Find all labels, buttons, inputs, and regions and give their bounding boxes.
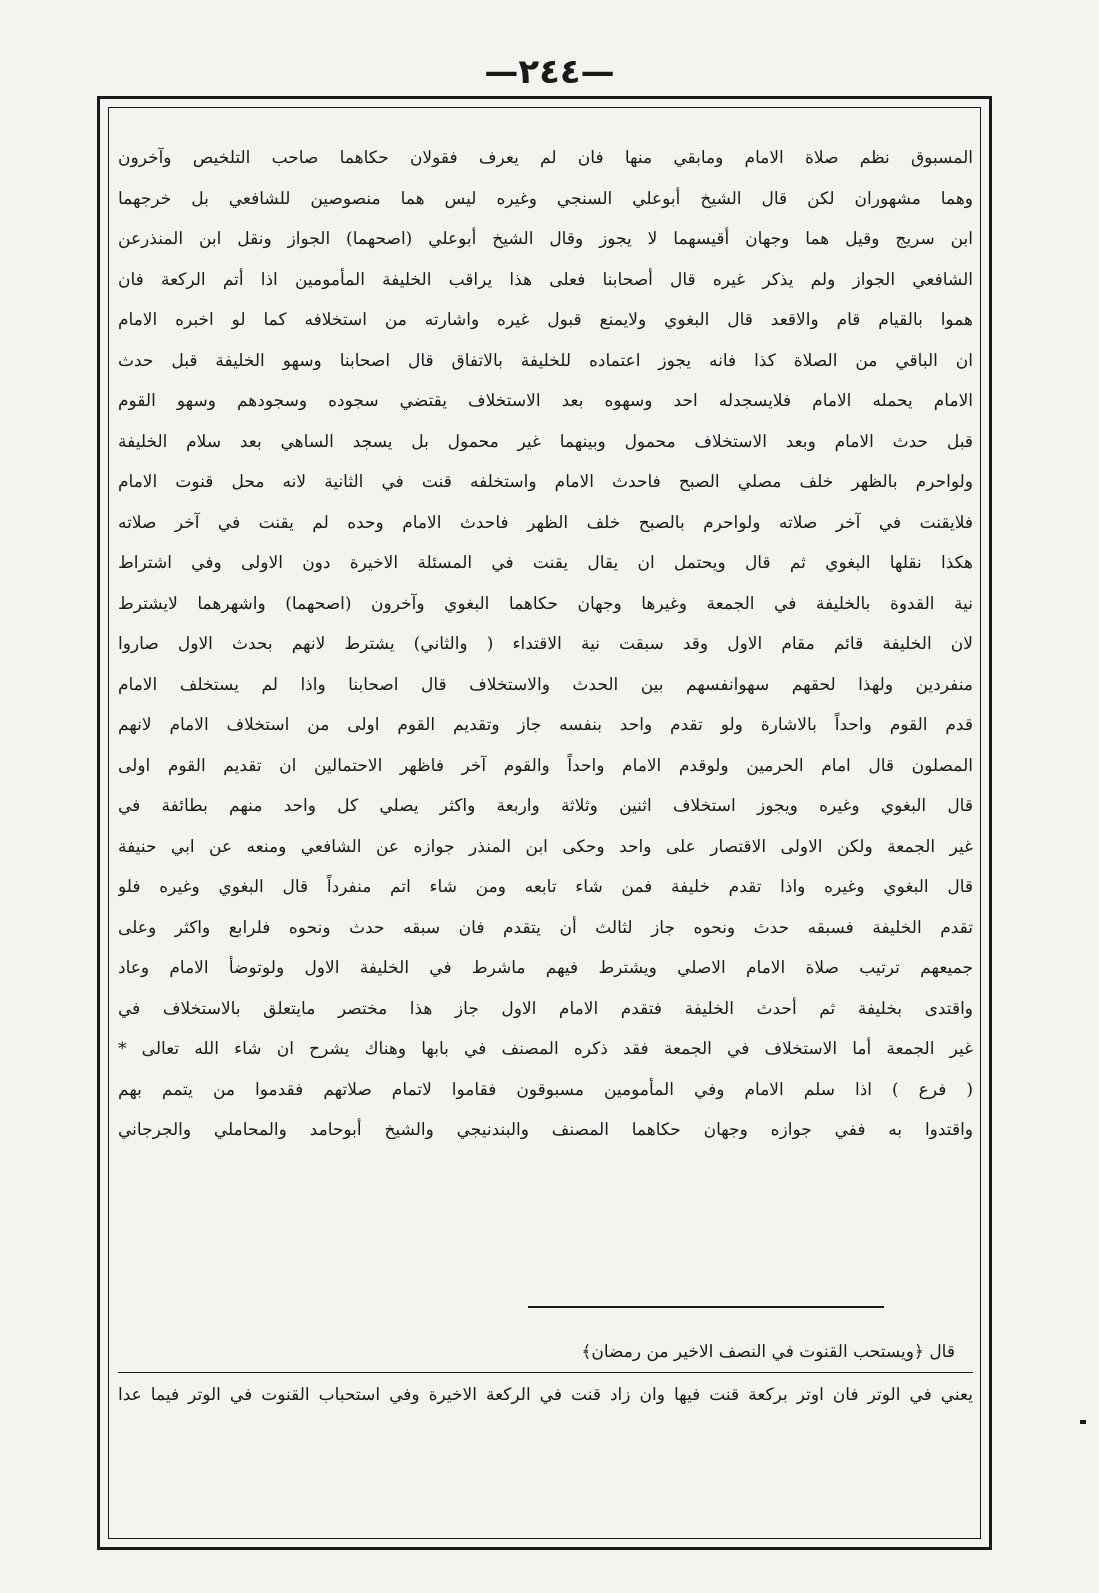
text-line: غير الجمعة أما الاستخلاف في الجمعة فقد ذكره المصنف في بابها وهناك يشرح ان شاء الله تعالى *	[118, 1039, 973, 1059]
text-line: واقتدى بخليفة ثم أحدث الخليفة فتقدم الامام الاول جاز هذا مختصر مايتعلق بالاستخلاف في	[118, 998, 973, 1019]
main-text-block	[118, 138, 973, 1151]
footnote-separator	[528, 1306, 884, 1308]
text-line: قال البغوي وغيره واذا تقدم خليفة فمن شاء تابعه ومن شاء اتم منفرداً قال البغوي وغيره فلو	[118, 877, 973, 897]
text-line: ابن سريج وقيل هما وجهان أقيسهما لا يجوز وقال الشيخ أبوعلي (اصحهما) الجواز ونقل ابن المنذرعن	[118, 229, 973, 249]
text-line: منفردين ولهذا لحقهم سهوانفسهم بين الحدث والاستخلاف قال اصحابنا واذا لم يستخلف الامام	[118, 674, 973, 695]
text-line: غير الجمعة ولكن الاولى الاقتصار على واحد وحكى ابن المنذر جوازه عن الشافعي ومنعه عن ابي حنيفة	[118, 836, 973, 857]
text-line: جميعهم ترتيب صلاة الامام الاصلي ويشترط فيهم ماشرط في الخليفة الاول ولوتوضأ الامام وعاد	[118, 958, 973, 978]
text-line: نية القدوة بالخليفة في الجمعة وغيرها وجهان حكاهما البغوي وآخرون (اصحهما) واشهرهما لايشترط	[118, 593, 973, 614]
text-line: الشافعي الجواز ولم يذكر غيره قال أصحابنا فعلى هذا يراقب الخليفة المأمومين اذا أتم الركعة فان	[118, 269, 973, 290]
text-line: لان الخليفة قائم مقام الاول وقد سبقت نية الاقتداء ( والثاني) يشترط لانهم بحدث الاول صاروا	[118, 634, 973, 654]
margin-mark	[1080, 1420, 1086, 1424]
text-line: الامام يحمله الامام فلايسجدله احد وسهوه بعد الاستخلاف يقتضي سجوده وسجودهم وسهو القوم	[118, 391, 973, 411]
page-number: —٢٤٤—	[484, 52, 615, 92]
text-line: ( فرع ) اذا سلم الامام وفي المأمومين مسبوقون فقاموا لاتمام صلاتهم فقدموا من يتمم بهم	[118, 1079, 973, 1100]
text-line: قبل حدث الامام وبعد الاستخلاف محمول وبينهما غير محمول بل يسجد الساهي بعد سلام الخليفة	[118, 431, 973, 452]
text-line: ولواحرم بالظهر خلف مصلي الصبح فاحدث الامام واستخلفه قنت في الثانية لانه محل قنوت الامام	[118, 472, 973, 492]
footnote-quote: قال ﴿ويستحب القنوت في النصف الاخير من رمضان﴾	[581, 1342, 955, 1362]
text-line: هموا بالقيام قام والاقعد قال البغوي ولايمنع قبول غيره واشارته من استخلافه كما لو اخبره الامام	[118, 310, 973, 330]
text-line: فلايقنت في آخر صلاته ولواحرم بالصبح خلف الظهر فاحدث الامام وحده لم يقنت في آخر صلاته	[118, 512, 973, 533]
text-line: واقتدوا به ففي جوازه وجهان حكاهما المصنف والبندنيجي والشيخ أبوحامد والمحاملي والجرجاني	[118, 1120, 973, 1140]
text-line: المصلون قال امام الحرمين ولوقدم الامام واحداً والقوم آخر فاظهر الاحتمالين ان تقديم القوم اولى	[118, 755, 973, 776]
text-line: قدم القوم واحداً بالاشارة ولو تقدم واحد بنفسه جاز وتقديم القوم اولى من استخلاف الامام لانهم	[118, 715, 973, 735]
text-line: تقدم الخليفة فسبقه حدث ونحوه جاز لثالث أن يتقدم فان سبقه حدث ونحوه فلرابع واكثر وعلى	[118, 917, 973, 938]
text-line: قال البغوي وغيره ويجوز استخلاف اثنين وثلاثة واربعة واكثر يصلي كل واحد منهم بطائفة في	[118, 796, 973, 816]
text-line: ان الباقي من الصلاة كذا فانه يجوز اعتماده للخليفة بالاتفاق قال اصحابنا وسهو الخليفة قبل حدث	[118, 350, 973, 371]
text-line: وهما مشهوران لكن قال الشيخ أبوعلي السنجي وغيره ليس هما منصوصين للشافعي بل خرجهما	[118, 188, 973, 209]
footnote-line: يعني في الوتر فان اوتر بركعة قنت فيها وان زاد قنت في الركعة الاخيرة وفي استحباب القنوت في الوتر فيما عدا	[118, 1385, 973, 1405]
text-line: هكذا نقلها البغوي ثم قال ويحتمل ان يقال يقنت في المسئلة الاخيرة دون الاولى وفي اشتراط	[118, 553, 973, 573]
footnote-block	[118, 1332, 973, 1417]
text-line: المسبوق نظم صلاة الامام ومابقي منها فان لم يعرف فقولان حكاهما صاحب التلخيص وآخرون	[118, 148, 973, 168]
